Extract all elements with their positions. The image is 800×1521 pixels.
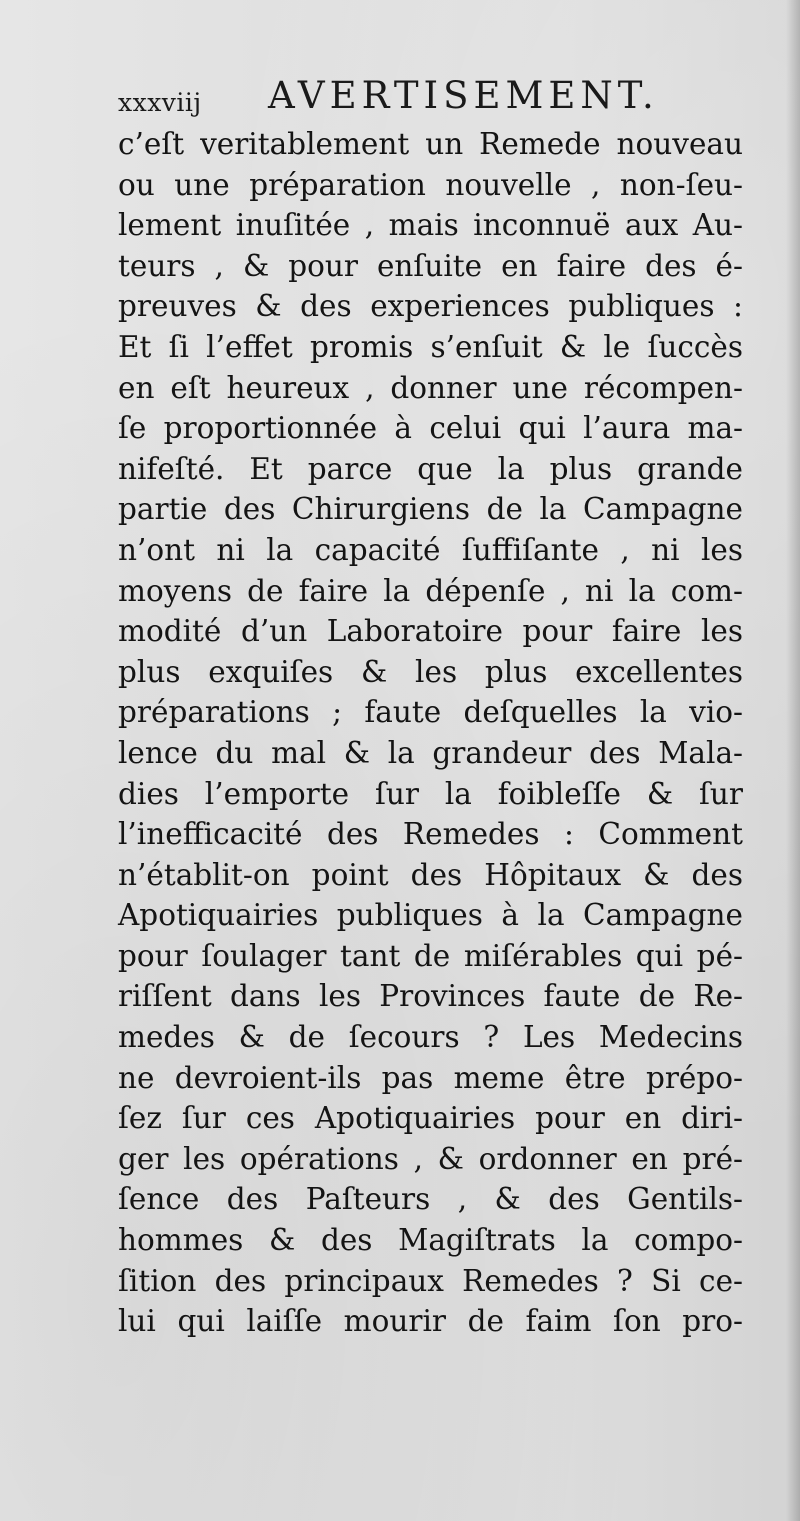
text-line: ou une préparation nouvelle , non-ſeu- [118,167,743,202]
text-line: l’inefficacité des Remedes : Comment [118,817,743,852]
text-line: hommes & des Magiſtrats la compo- [118,1223,743,1258]
text-line: ſition des principaux Remedes ? Si ce- [118,1263,743,1298]
body-text [118,124,743,1342]
text-line: medes & de ſecours ? Les Medecins [118,1020,743,1055]
page-number: xxxviij [118,88,202,117]
text-line: nifeſté. Et parce que la plus grande [118,451,743,486]
text-line: dies l’emporte ſur la foibleſſe & ſur [118,776,743,811]
text-line: plus exquiſes & les plus excellentes [118,654,743,689]
page-header [118,74,698,124]
text-line: lement inuſitée , mais inconnuë aux Au- [118,208,743,243]
text-line: n’établit-on point des Hôpitaux & des [118,857,743,892]
text-line: lence du mal & la grandeur des Mala- [118,735,743,770]
text-line: ſence des Paſteurs , & des Gentils- [118,1182,743,1217]
text-line: teurs , & pour enſuite en faire des é- [118,248,743,283]
running-title: AVERTISEMENT. [268,74,659,117]
text-line: ſez ſur ces Apotiquairies pour en diri- [118,1101,743,1136]
text-line: modité d’un Laboratoire pour faire les [118,614,743,649]
text-line: ger les opérations , & ordonner en pré- [118,1141,743,1176]
text-line: Et ſi l’effet promis s’enſuit & le ſuccès [118,329,743,364]
text-line: pour ſoulager tant de miſérables qui pé- [118,938,743,973]
text-line: partie des Chirurgiens de la Campagne [118,492,743,527]
text-line: ne devroient-ils pas meme être prépo- [118,1060,743,1095]
text-line: preuves & des experiences publiques : [118,289,743,324]
text-line: ſe proportionnée à celui qui l’aura ma- [118,411,743,446]
text-line: préparations ; faute deſquelles la vio- [118,695,743,730]
text-line: lui qui laiſſe mourir de faim ſon pro- [118,1304,743,1339]
text-line: en eſt heureux , donner une récompen- [118,370,743,405]
page-gutter-shadow [786,0,800,1521]
text-line: riſſent dans les Provinces faute de Re- [118,979,743,1014]
text-line: n’ont ni la capacité ſuffiſante , ni les [118,532,743,567]
text-line: c’eſt veritablement un Remede nouveau [118,127,743,161]
text-line: moyens de faire la dépenſe , ni la com- [118,573,743,608]
text-line: Apotiquairies publiques à la Campagne [118,898,743,933]
